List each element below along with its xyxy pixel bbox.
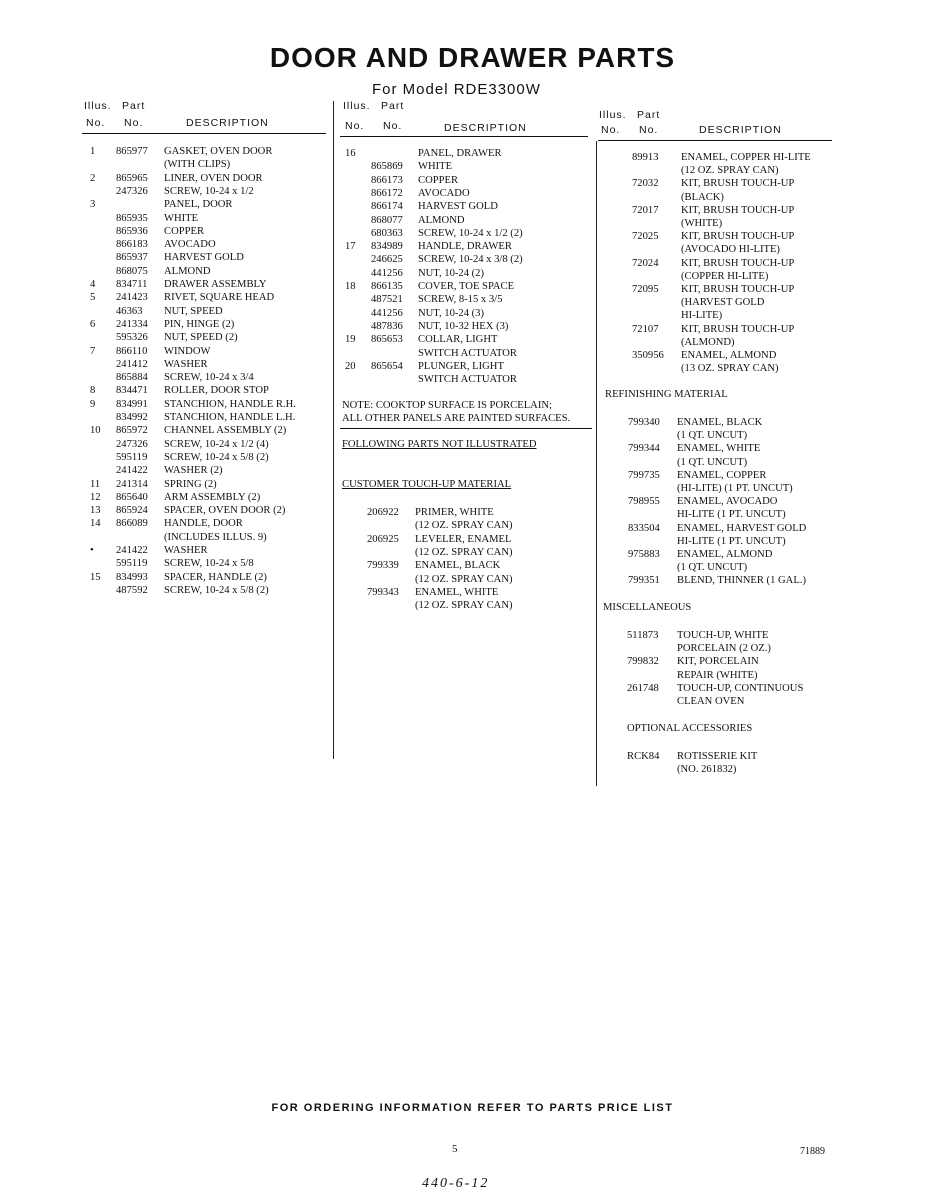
part-number: 595326 <box>116 332 148 344</box>
part-description: (INCLUDES ILLUS. 9) <box>164 531 267 543</box>
part-description: (HI-LITE) (1 PT. UNCUT) <box>677 483 793 494</box>
part-description: (12 OZ. SPRAY CAN) <box>415 573 513 585</box>
illus-number: 11 <box>90 478 101 490</box>
part-number: 865936 <box>116 225 148 237</box>
part-description: ALMOND <box>164 265 211 277</box>
illus-number: 5 <box>90 292 96 304</box>
part-number: 865654 <box>371 360 403 372</box>
part-description: COPPER <box>418 174 459 186</box>
part-description: STANCHION, HANDLE L.H. <box>164 412 296 423</box>
note-porcelain: NOTE: COOKTOP SURFACE IS PORCELAIN; <box>342 400 552 411</box>
page-number: 5 <box>452 1143 458 1155</box>
part-description: (12 OZ. SPRAY CAN) <box>415 520 513 532</box>
part-number: 865640 <box>116 491 148 503</box>
header-rule-3 <box>598 140 832 141</box>
part-number: 241334 <box>116 318 148 330</box>
part-number: 868075 <box>116 265 148 277</box>
part-number: 246625 <box>371 254 403 266</box>
header-part: Part <box>637 109 661 121</box>
part-number: 799351 <box>628 575 660 587</box>
part-number: 833504 <box>628 522 660 534</box>
part-description: REPAIR (WHITE) <box>677 669 758 681</box>
part-description: ENAMEL, BLACK <box>677 417 763 428</box>
part-description: PANEL, DRAWER <box>418 148 502 159</box>
part-description: (AVOCADO HI-LITE) <box>681 244 780 256</box>
part-description: PANEL, DOOR <box>164 199 233 211</box>
illus-number: 15 <box>90 571 101 583</box>
part-description: NUT, 10-32 HEX (3) <box>418 320 509 332</box>
part-number: 865977 <box>116 146 148 157</box>
illus-number: 2 <box>90 172 96 184</box>
part-description: HANDLE, DOOR <box>164 518 243 530</box>
part-number: 487521 <box>371 294 403 306</box>
part-description: BLEND, THINNER (1 GAL.) <box>677 575 806 587</box>
part-number: 511873 <box>627 630 659 641</box>
part-description: ROTISSERIE KIT <box>677 751 758 762</box>
part-number: 868077 <box>371 214 403 226</box>
page-title: DOOR AND DRAWER PARTS <box>269 42 676 73</box>
part-number: 241422 <box>116 465 148 477</box>
illus-number: 19 <box>345 334 356 346</box>
part-number: 799339 <box>367 560 399 572</box>
optional-list <box>600 750 840 778</box>
part-description: (12 OZ. SPRAY CAN) <box>415 546 513 558</box>
part-description: NUT, SPEED (2) <box>164 332 238 344</box>
section-refinishing-heading: REFINISHING MATERIAL <box>605 389 728 400</box>
part-description: NUT, 10-24 (3) <box>418 307 484 319</box>
part-description: PIN, HINGE (2) <box>164 318 235 330</box>
column-divider-2 <box>596 141 597 786</box>
part-description: KIT, PORCELAIN <box>677 656 759 668</box>
part-number: 865653 <box>371 334 403 346</box>
header-part: Part <box>381 100 405 112</box>
part-description: COVER, TOE SPACE <box>418 281 515 292</box>
part-number: 834993 <box>116 571 148 583</box>
part-number: 680363 <box>371 227 403 239</box>
part-description: (NO. 261832) <box>677 764 737 776</box>
part-number: 975883 <box>628 549 660 560</box>
part-description: ENAMEL, BLACK <box>415 560 501 572</box>
header-illus-no: No. <box>601 124 621 136</box>
part-description: SCREW, 10-24 x 1/2 (4) <box>164 438 269 450</box>
part-description: COPPER <box>164 225 205 237</box>
touchup-list <box>343 506 593 616</box>
part-description: KIT, BRUSH TOUCH-UP <box>681 231 795 243</box>
part-number: 487592 <box>116 584 148 596</box>
part-description: HANDLE, DRAWER <box>418 241 512 253</box>
part-number: 866183 <box>116 239 148 251</box>
part-number: 799832 <box>627 656 659 668</box>
part-description: (1 QT. UNCUT) <box>677 456 748 468</box>
part-description: SPACER, HANDLE (2) <box>164 571 267 583</box>
document-number: 71889 <box>800 1146 825 1157</box>
header-rule-2 <box>340 136 588 137</box>
part-description: GASKET, OVEN DOOR <box>164 146 273 157</box>
part-description: ENAMEL, COPPER <box>677 469 767 481</box>
header-description: DESCRIPTION <box>186 117 269 129</box>
part-description: WASHER (2) <box>164 465 223 477</box>
part-description: SPACER, OVEN DOOR (2) <box>164 505 286 517</box>
part-description: LEVELER, ENAMEL <box>415 533 512 545</box>
illus-number: 3 <box>90 199 96 211</box>
part-description: HI-LITE (1 PT. UNCUT) <box>677 509 786 521</box>
part-description: ENAMEL, WHITE <box>415 586 499 598</box>
part-description: WASHER <box>164 545 208 556</box>
part-description: SCREW, 10-24 x 3/8 (2) <box>418 254 523 266</box>
header-rule-1 <box>82 133 326 134</box>
note-painted-surfaces: ALL OTHER PANELS ARE PAINTED SURFACES. <box>342 413 571 424</box>
header-part-no: No. <box>383 120 403 132</box>
section-misc-heading: MISCELLANEOUS <box>603 602 692 613</box>
part-number: 206925 <box>367 533 399 545</box>
part-description: WHITE <box>418 161 453 173</box>
parts-list-column-3 <box>600 151 840 376</box>
part-description: SCREW, 10-24 x 5/8 <box>164 558 254 570</box>
part-description: (WITH CLIPS) <box>164 159 231 171</box>
illus-number: 18 <box>345 281 356 292</box>
part-number: RCK84 <box>627 751 660 762</box>
part-description: HARVEST GOLD <box>164 252 244 264</box>
part-description: (BLACK) <box>681 191 724 203</box>
illus-number: 16 <box>345 148 356 159</box>
part-description: ARM ASSEMBLY (2) <box>164 491 261 503</box>
part-number: 241423 <box>116 292 148 304</box>
part-number: 206922 <box>367 507 399 518</box>
part-number: 866135 <box>371 281 403 292</box>
part-number: 441256 <box>371 307 403 319</box>
part-description: ROLLER, DOOR STOP <box>164 385 269 397</box>
part-description: SCREW, 10-24 x 5/8 (2) <box>164 451 269 463</box>
part-description: KIT, BRUSH TOUCH-UP <box>681 284 795 295</box>
part-description: ENAMEL, HARVEST GOLD <box>677 522 807 534</box>
illus-number: 4 <box>90 279 96 290</box>
header-part-no: No. <box>124 117 144 129</box>
part-description: KIT, BRUSH TOUCH-UP <box>681 323 795 335</box>
part-number: 261748 <box>627 682 659 694</box>
part-number: 865869 <box>371 161 403 173</box>
part-description: PLUNGER, LIGHT <box>418 360 504 372</box>
part-number: 72017 <box>632 204 659 216</box>
part-number: 72024 <box>632 257 659 269</box>
illus-number: 6 <box>90 318 96 330</box>
part-number: 72025 <box>632 231 659 243</box>
part-description: SCREW, 10-24 x 5/8 (2) <box>164 584 269 596</box>
part-number: 799343 <box>367 586 399 598</box>
misc-list <box>600 629 840 709</box>
illus-number: 9 <box>90 398 96 410</box>
part-description: PRIMER, WHITE <box>415 507 494 518</box>
part-number: 834471 <box>116 385 148 397</box>
part-description: (COPPER HI-LITE) <box>681 270 769 282</box>
illus-number: • <box>90 545 94 556</box>
part-description: HARVEST GOLD <box>418 201 498 213</box>
ordering-footer: FOR ORDERING INFORMATION REFER TO PARTS PRICE LIST <box>271 1102 674 1114</box>
header-description: DESCRIPTION <box>444 122 527 134</box>
section-touchup-heading: CUSTOMER TOUCH-UP MATERIAL <box>342 479 512 490</box>
part-description: ALMOND <box>418 214 465 226</box>
part-description: PORCELAIN (2 OZ.) <box>677 643 771 655</box>
illus-number: 12 <box>90 491 101 503</box>
part-description: ENAMEL, ALMOND <box>677 549 773 560</box>
part-description: COLLAR, LIGHT <box>418 334 498 346</box>
part-description: SCREW, 10-24 x 1/2 (2) <box>418 227 523 239</box>
column-header-1 <box>84 100 324 132</box>
part-number: 866174 <box>371 201 403 213</box>
header-illus: Illus. <box>343 100 371 112</box>
header-illus-no: No. <box>345 120 365 132</box>
illus-number: 8 <box>90 385 96 397</box>
column-header-3 <box>599 109 839 141</box>
part-number: 865935 <box>116 212 148 224</box>
part-number: 595119 <box>116 558 148 570</box>
part-description: WASHER <box>164 358 208 370</box>
part-description: AVOCADO <box>418 187 470 199</box>
illus-number: 10 <box>90 425 101 437</box>
illus-number: 7 <box>90 345 96 357</box>
part-number: 241412 <box>116 358 148 370</box>
part-number: 834992 <box>116 412 148 423</box>
part-description: WINDOW <box>164 345 211 357</box>
header-illus: Illus. <box>84 100 112 112</box>
note-rule <box>340 428 592 429</box>
part-number: 834711 <box>116 279 148 290</box>
part-number: 865972 <box>116 425 148 437</box>
illus-number: 14 <box>90 518 101 530</box>
parts-list-column-1 <box>88 145 328 605</box>
part-description: STANCHION, HANDLE R.H. <box>164 398 296 410</box>
part-number: 241422 <box>116 545 148 556</box>
part-number: 865937 <box>116 252 148 264</box>
part-number: 72032 <box>632 178 659 190</box>
part-number: 865965 <box>116 172 148 184</box>
part-description: SWITCH ACTUATOR <box>418 374 517 386</box>
part-number: 247326 <box>116 438 148 450</box>
part-description: CHANNEL ASSEMBLY (2) <box>164 425 287 437</box>
illus-number: 17 <box>345 241 356 253</box>
part-number: 834989 <box>371 241 403 253</box>
part-description: SWITCH ACTUATOR <box>418 347 517 359</box>
part-description: TOUCH-UP, WHITE <box>677 630 769 641</box>
part-description: DRAWER ASSEMBLY <box>164 279 267 290</box>
part-description: KIT, BRUSH TOUCH-UP <box>681 257 795 269</box>
part-description: RIVET, SQUARE HEAD <box>164 292 275 304</box>
part-description: HI-LITE (1 PT. UNCUT) <box>677 535 786 547</box>
illus-number: 1 <box>90 146 96 157</box>
part-description: ENAMEL, WHITE <box>677 443 761 455</box>
part-description: (12 OZ. SPRAY CAN) <box>681 165 779 177</box>
part-number: 866110 <box>116 345 148 357</box>
part-description: ENAMEL, AVOCADO <box>677 496 778 508</box>
part-description: HI-LITE) <box>681 310 723 322</box>
part-description: (ALMOND) <box>681 336 735 348</box>
column-header-2 <box>343 100 593 132</box>
part-number: 865924 <box>116 505 148 517</box>
part-description: SPRING (2) <box>164 478 217 490</box>
part-number: 595119 <box>116 451 148 463</box>
part-number: 89913 <box>632 152 659 163</box>
part-description: (13 OZ. SPRAY CAN) <box>681 363 779 375</box>
section-optional-heading: OPTIONAL ACCESSORIES <box>627 723 753 734</box>
part-number: 866089 <box>116 518 148 530</box>
part-description: ENAMEL, ALMOND <box>681 350 777 361</box>
part-description: CLEAN OVEN <box>677 696 745 707</box>
column-divider-1 <box>333 101 334 759</box>
part-description: SCREW, 10-24 x 1/2 <box>164 185 254 197</box>
part-description: AVOCADO <box>164 239 216 251</box>
part-number: 798955 <box>628 496 660 508</box>
handwritten-note: 440-6-12 <box>422 1176 490 1191</box>
section-not-illustrated: FOLLOWING PARTS NOT ILLUSTRATED <box>342 439 537 450</box>
part-description: LINER, OVEN DOOR <box>164 172 263 184</box>
part-description: (1 QT. UNCUT) <box>677 562 748 574</box>
header-description: DESCRIPTION <box>699 124 782 136</box>
part-number: 799735 <box>628 469 660 481</box>
illus-number: 20 <box>345 360 356 372</box>
part-description: NUT, 10-24 (2) <box>418 267 484 279</box>
part-number: 487836 <box>371 320 403 332</box>
part-number: 799344 <box>628 443 660 455</box>
part-description: KIT, BRUSH TOUCH-UP <box>681 204 795 216</box>
parts-list-column-2 <box>343 147 593 387</box>
part-description: ENAMEL, COPPER HI-LITE <box>681 152 811 163</box>
part-number: 241314 <box>116 478 148 490</box>
part-number: 441256 <box>371 267 403 279</box>
header-part: Part <box>122 100 146 112</box>
header-illus: Illus. <box>599 109 627 121</box>
part-description: SCREW, 10-24 x 3/4 <box>164 372 254 384</box>
part-description: (WHITE) <box>681 218 723 229</box>
part-number: 799340 <box>628 417 660 428</box>
part-number: 247326 <box>116 185 148 197</box>
part-description: (HARVEST GOLD <box>681 297 765 309</box>
part-description: (12 OZ. SPRAY CAN) <box>415 600 513 612</box>
part-description: SCREW, 8-15 x 3/5 <box>418 294 503 306</box>
header-illus-no: No. <box>86 117 106 129</box>
part-description: KIT, BRUSH TOUCH-UP <box>681 178 795 190</box>
part-description: WHITE <box>164 212 199 224</box>
illus-number: 13 <box>90 505 101 517</box>
header-part-no: No. <box>639 124 659 136</box>
part-number: 350956 <box>632 350 664 361</box>
part-description: (1 QT. UNCUT) <box>677 430 748 442</box>
model-subtitle: For Model RDE3300W <box>372 81 541 98</box>
part-description: TOUCH-UP, CONTINUOUS <box>677 682 804 694</box>
refinishing-list <box>600 416 840 591</box>
part-number: 834991 <box>116 398 148 410</box>
part-number: 72095 <box>632 284 659 295</box>
part-number: 865884 <box>116 372 148 384</box>
part-number: 46363 <box>116 305 143 317</box>
part-description: NUT, SPEED <box>164 305 223 317</box>
part-number: 866173 <box>371 174 403 186</box>
part-number: 72107 <box>632 323 659 335</box>
part-number: 866172 <box>371 187 403 199</box>
